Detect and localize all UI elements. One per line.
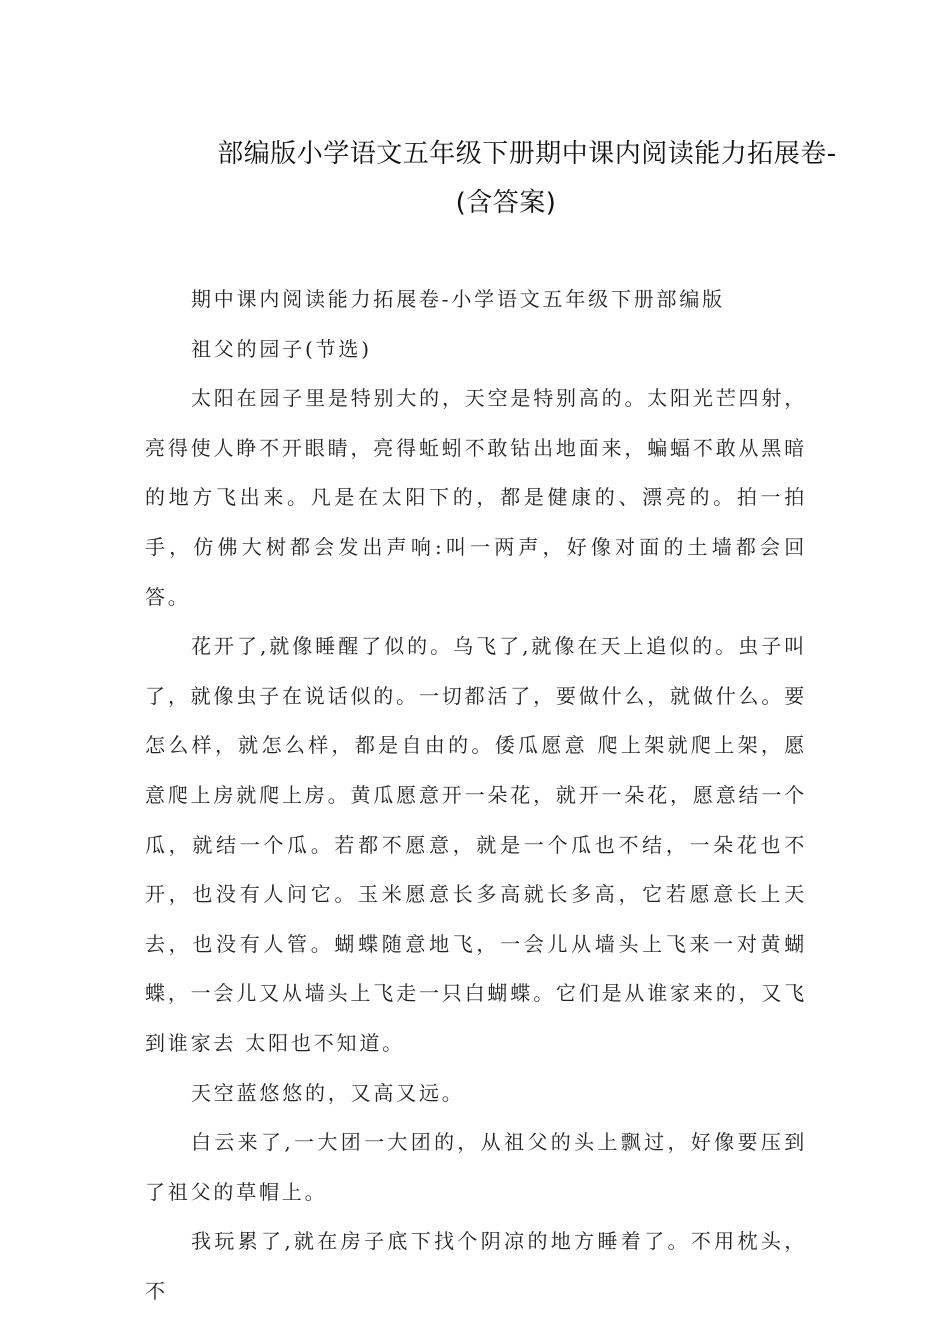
title-line-1: 部编版小学语文五年级下册期中课内阅读能力拓展卷- xyxy=(217,139,837,169)
passage-title: 祖父的园子(节选) xyxy=(191,336,372,361)
paragraph-3: 天空蓝悠悠的，又高又远。 xyxy=(191,1080,465,1105)
title-line-2: (含答案) xyxy=(455,188,557,218)
subtitle: 期中课内阅读能力拓展卷-小学语文五年级下册部编版 xyxy=(191,287,725,311)
paragraph-5: 我玩累了,就在房子底下找个阴凉的地方睡着了。不用枕头，不 xyxy=(145,1229,807,1303)
document-title xyxy=(150,130,862,228)
document-body xyxy=(145,275,807,1316)
paragraph-2: 花开了,就像睡醒了似的。乌飞了,就像在天上追似的。虫子叫了，就像虫子在说话似的。一切都活了，要做什么，就做什么。要怎么样，就怎么样，都是自由的。倭瓜愿意 爬上架就爬上架，愿意爬上房就爬上房。黄瓜愿意开一朵花，就开一朵花，愿意结一个瓜，就结一个瓜。若都不愿意，就是一个瓜也不结，一朵花也不开，也没有人问它。玉米愿意长多高就长多高，它若愿意长上天去，也没有人管。蝴蝶随意地飞，一会儿从墙头上飞来一对黄蝴蝶，一会儿又从墙头上飞走一只白蝴蝶。它们是从谁家来的，又飞到谁家去 太阳也不知道。 xyxy=(145,634,807,1055)
paragraph-4: 白云来了,一大团一大团的，从祖父的头上飘过，好像要压到了祖父的草帽上。 xyxy=(145,1130,807,1204)
paragraph-1: 太阳在园子里是特别大的，天空是特别高的。太阳光芒四射，亮得使人睁不开眼睛，亮得蚯蚓不敢钻出地面来，蝙蝠不敢从黑暗的地方飞出来。凡是在太阳下的，都是健康的、漂亮的。拍一拍手，仿佛大树都会发出声响:叫一两声，好像对面的土墙都会回答。 xyxy=(145,386,807,609)
